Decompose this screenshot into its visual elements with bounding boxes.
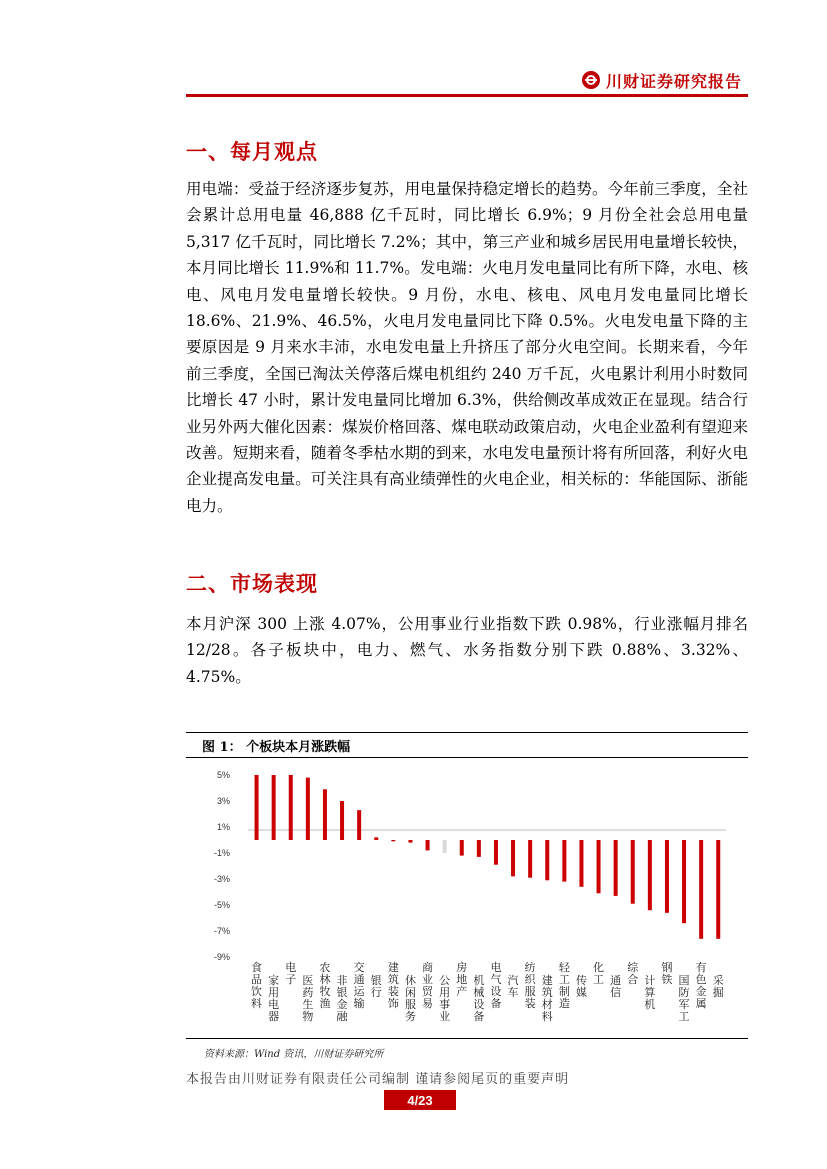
bar — [391, 840, 395, 841]
header-brand — [582, 68, 742, 92]
bar — [289, 775, 293, 840]
y-tick-label: 5% — [216, 770, 230, 780]
footer-notice: 本报告由川财证券有限责任公司编制 谨请参阅尾页的重要声明 — [186, 1072, 570, 1087]
market-performance-paragraph: 本月沪深 300 上涨 4.07%，公用事业行业指数下跌 0.98%，行业涨幅月排名 12/28。各子板块中，电力、燃气、水务指数分别下跌 0.88%、3.32%、4.75%。 — [186, 615, 748, 686]
bar — [477, 840, 481, 857]
y-tick-label: 3% — [216, 796, 230, 806]
x-category-label: 综合 — [627, 961, 639, 986]
bar — [528, 840, 532, 878]
section-title-market-performance: 二、市场表现 — [186, 571, 318, 596]
bar — [545, 840, 549, 880]
bar — [579, 840, 583, 887]
bar — [306, 778, 310, 840]
y-tick-label: -7% — [213, 926, 230, 936]
bar — [631, 840, 635, 904]
x-category-label: 家用电器 — [268, 974, 280, 1023]
x-category-label: 汽车 — [507, 974, 519, 999]
bar — [716, 840, 720, 939]
bar — [511, 840, 515, 876]
bar — [597, 840, 601, 893]
section-title-monthly-view: 一、每月观点 — [186, 139, 318, 164]
bars-group — [255, 775, 721, 939]
header-brand-text: 川财证券研究报告 — [606, 71, 743, 91]
bar — [682, 840, 686, 923]
y-axis — [214, 770, 230, 962]
figure-bottom-rule — [186, 1038, 748, 1039]
x-category-label: 采掘 — [712, 974, 724, 999]
bar — [272, 775, 276, 840]
sector-change-bar-chart — [186, 762, 748, 1038]
bar — [374, 837, 378, 840]
bar — [255, 775, 259, 840]
bar — [443, 840, 447, 853]
bar — [340, 801, 344, 840]
bar — [426, 840, 430, 850]
figure-title-bar — [186, 732, 748, 758]
x-category-label: 传媒 — [575, 974, 587, 999]
x-category-label: 休闲服务 — [404, 974, 416, 1023]
x-category-label: 电气设备 — [490, 961, 502, 1010]
x-category-label: 钢铁 — [661, 961, 673, 986]
x-category-label: 建筑材料 — [541, 974, 553, 1023]
x-category-label: 机械设备 — [473, 974, 485, 1023]
monthly-view-paragraph: 用电端：受益于经济逐步复苏，用电量保持稳定增长的趋势。今年前三季度，全社会累计总用电量 46,888 亿千瓦时，同比增长 6.9%；9 月份全社会总用电量 5,317 亿千瓦时，同比增长 7.2%；其中，第三产业和城乡居民用电量增长较快，本月同比增长 11.9%和 11.7%。发电端：火电月发电量同比有所下降，水电、核电、风电月发电量增长较快。9 月份，水电、核电、风电月发电量同比增长 18.6%、21.9%、46.5%，火电月发电量同比下降 0.5%。火电发电量下降的主要原因是 9 月来水丰沛，水电发电量上升挤压了部分火电空间。长期来看，今年前三季度，全国已淘汰关停落后煤电机组约 240 万千瓦，火电累计利用小时数同比增长 47 小时，累计发电量同比增加 6.3%，供给侧改革成效正在显现。结合行业另外两大催化因素：煤炭价格回落、煤电联动政策启动，火电企业盈利有望迎来改善。短期来看，随着冬季枯水期的到来，水电发电量预计将有所回落，利好火电企业提高发电量。可关注具有高业绩弹性的火电企业，相关标的：华能国际、浙能电力。 — [186, 180, 748, 515]
header-rule — [186, 94, 748, 97]
x-category-label: 有色金属 — [695, 961, 707, 1010]
x-category-label: 银行 — [370, 974, 382, 999]
chuancai-logo-icon — [582, 71, 600, 89]
bar — [494, 840, 498, 865]
y-tick-label: 1% — [216, 822, 230, 832]
bar — [357, 810, 361, 840]
y-tick-label: -9% — [213, 952, 230, 962]
x-category-label: 商业贸易 — [422, 961, 434, 1010]
x-category-label: 非银金融 — [336, 974, 348, 1023]
x-category-label: 纺织服装 — [524, 961, 536, 1010]
x-category-label: 农林牧渔 — [319, 961, 331, 1010]
figure-source: 资料来源：Wind 资讯，川财证券研究所 — [204, 1049, 384, 1060]
page-number: 4/23 — [384, 1090, 456, 1110]
x-category-label: 通信 — [610, 974, 622, 999]
y-tick-label: -1% — [213, 848, 230, 858]
x-category-label: 轻工制造 — [558, 961, 570, 1010]
x-category-label: 交通运输 — [353, 961, 365, 1010]
x-category-label: 国防军工 — [678, 974, 690, 1023]
bar — [614, 840, 618, 896]
x-axis-labels — [251, 960, 724, 1023]
bar — [460, 840, 464, 856]
x-category-label: 医药生物 — [302, 974, 314, 1023]
bar — [699, 840, 703, 939]
x-category-label: 建筑装饰 — [387, 961, 399, 1010]
x-category-label: 公用事业 — [439, 974, 451, 1023]
bar — [408, 840, 412, 843]
x-category-label: 房地产 — [456, 961, 468, 998]
figure-title: 图 1： 个板块本月涨跌幅 — [202, 739, 351, 755]
bar — [665, 840, 669, 913]
x-category-label: 计算机 — [644, 974, 656, 1011]
bar — [323, 789, 327, 840]
x-category-label: 食品饮料 — [251, 961, 263, 1010]
x-category-label: 化工 — [593, 961, 605, 986]
bar — [648, 840, 652, 910]
y-tick-label: -3% — [213, 874, 230, 884]
x-category-label: 电子 — [285, 961, 297, 986]
y-tick-label: -5% — [213, 900, 230, 910]
bar — [562, 840, 566, 882]
